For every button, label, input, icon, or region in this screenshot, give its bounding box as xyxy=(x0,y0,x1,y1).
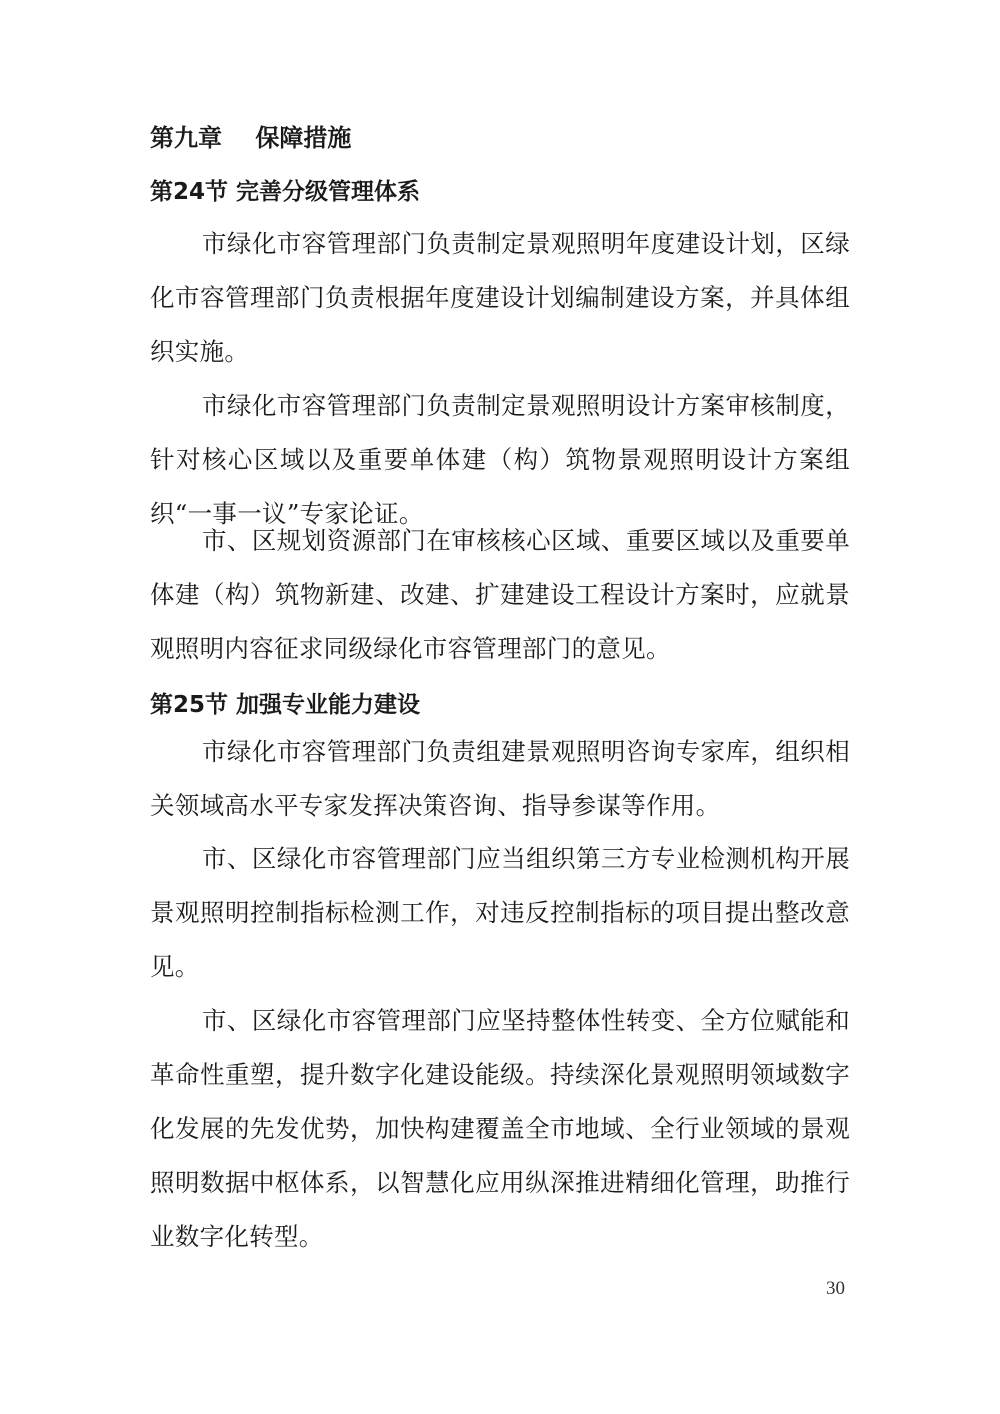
chapter-title: 第九章 保障措施 xyxy=(150,124,352,152)
section-25-paragraph-3: 市、区绿化市容管理部门应坚持整体性转变、全方位赋能和革命性重塑，提升数字化建设能级。持续深化景观照明领域数字化发展的先发优势，加快构建覆盖全市地域、全行业领域的景观照明数据中枢体系，以智慧化应用纵深推进精细化管理，助推行业数字化转型。 xyxy=(150,1006,850,1251)
section-25-paragraph-1: 市绿化市容管理部门负责组建景观照明咨询专家库，组织相关领域高水平专家发挥决策咨询、指导参谋等作用。 xyxy=(150,737,850,820)
section-24-paragraph-2: 市绿化市容管理部门负责制定景观照明设计方案审核制度，针对核心区域以及重要单体建（构）筑物景观照明设计方案组织“一事一议”专家论证。 xyxy=(150,391,850,528)
section-25-title: 第25节 加强专业能力建设 xyxy=(150,692,421,718)
section-24-title: 第24节 完善分级管理体系 xyxy=(150,179,421,205)
section-25-paragraph-2: 市、区绿化市容管理部门应当组织第三方专业检测机构开展景观照明控制指标检测工作，对违反控制指标的项目提出整改意见。 xyxy=(150,844,850,981)
page-number: 30 xyxy=(826,1278,845,1299)
section-24-paragraph-1: 市绿化市容管理部门负责制定景观照明年度建设计划，区绿化市容管理部门负责根据年度建设计划编制建设方案，并具体组织实施。 xyxy=(150,229,850,366)
section-24-paragraph-3: 市、区规划资源部门在审核核心区域、重要区域以及重要单体建（构）筑物新建、改建、扩建建设工程设计方案时，应就景观照明内容征求同级绿化市容管理部门的意见。 xyxy=(150,526,850,663)
